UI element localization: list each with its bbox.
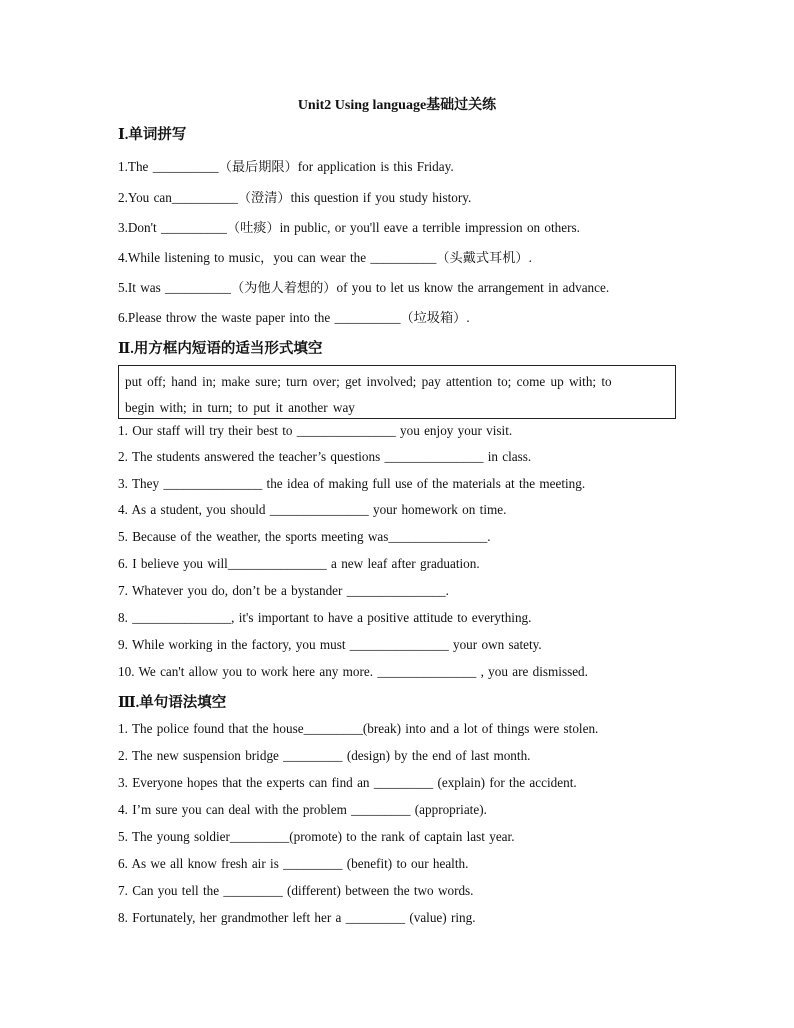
- question-line: 6. As we all know fresh air is _________ (benefit) to our health.: [118, 856, 469, 871]
- question-line: 6.Please throw the waste paper into the __________（垃圾箱）.: [118, 310, 470, 325]
- section-2-heading: Ⅱ.用方框内短语的适当形式填空: [118, 341, 323, 357]
- question-line: 1.The __________（最后期限）for application is this Friday.: [118, 159, 454, 174]
- question-line: 8. _______________, it's important to have a positive attitude to everything.: [118, 610, 532, 625]
- phrase-box-line: put off; hand in; make sure; turn over; get involved; pay attention to; come up with; to: [125, 374, 612, 389]
- question-line: 10. We can't allow you to work here any more. _______________ , you are dismissed.: [118, 664, 588, 679]
- question-line: 7. Can you tell the _________ (different) between the two words.: [118, 883, 474, 898]
- question-line: 1. The police found that the house_________(break) into and a lot of things were stolen.: [118, 721, 599, 736]
- question-line: 2. The students answered the teacher’s questions _______________ in class.: [118, 449, 532, 464]
- question-line: 7. Whatever you do, don’t be a bystander _______________.: [118, 583, 449, 598]
- question-line: 8. Fortunately, her grandmother left her a _________ (value) ring.: [118, 910, 476, 925]
- question-line: 3.Don't __________（吐痰）in public, or you'll eave a terrible impression on others.: [118, 220, 580, 235]
- page-title: Unit2 Using language基础过关练: [297, 98, 497, 113]
- question-line: 5.It was __________（为他人着想的）of you to let us know the arrangement in advance.: [118, 280, 610, 295]
- question-line: 2. The new suspension bridge _________ (design) by the end of last month.: [118, 748, 531, 763]
- question-line: 2.You can__________（澄清）this question if you study history.: [118, 190, 472, 205]
- question-line: 4. As a student, you should _______________ your homework on time.: [118, 502, 507, 517]
- question-line: 3. They _______________ the idea of making full use of the materials at the meeting.: [118, 476, 586, 491]
- section-1-heading: Ⅰ.单词拼写: [118, 127, 187, 143]
- phrase-box-line: begin with; in turn; to put it another way: [125, 400, 355, 415]
- phrase-box: [118, 365, 676, 419]
- section-3-heading: Ⅲ.单句语法填空: [118, 695, 227, 711]
- question-line: 4.While listening to music，you can wear the __________（头戴式耳机）.: [118, 250, 532, 265]
- question-line: 3. Everyone hopes that the experts can find an _________ (explain) for the accident.: [118, 775, 577, 790]
- question-line: 9. While working in the factory, you must _______________ your own satety.: [118, 637, 542, 652]
- question-line: 5. The young soldier_________(promote) to the rank of captain last year.: [118, 829, 515, 844]
- question-line: 6. I believe you will_______________ a new leaf after graduation.: [118, 556, 480, 571]
- question-line: 4. I’m sure you can deal with the problem _________ (appropriate).: [118, 802, 487, 817]
- question-line: 5. Because of the weather, the sports meeting was_______________.: [118, 529, 491, 544]
- question-line: 1. Our staff will try their best to _______________ you enjoy your visit.: [118, 423, 513, 438]
